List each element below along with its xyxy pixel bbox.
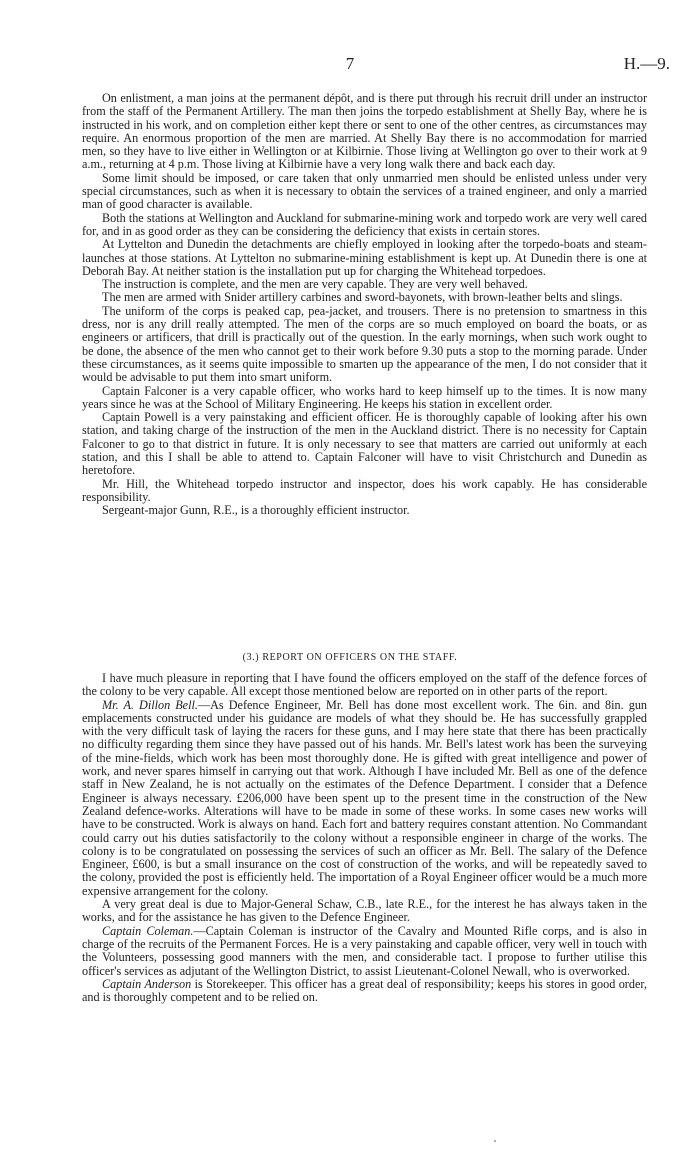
officer-name: Captain Coleman. xyxy=(102,923,194,938)
page-number: 7 xyxy=(345,54,355,73)
paragraph-text: —Captain Coleman is instructor of the Cavalry and Mounted Rifle corps, and is also in charge of the recruits of the Permanent Forces. He is a very painstaking and capable officer, very well in touch with the Volunteers, possessing good manners with the men, and considerable tact. I propose to further utilise this officer's services as adjutant of the Wellington District, to assist Lieutenant-Colonel Newall, who is overworked. xyxy=(82,923,647,978)
paragraph xyxy=(82,898,647,925)
paragraph-text: is Storekeeper. This officer has a great deal of responsibility; keeps his stores in good order, and is thoroughly competent and to be relied on. xyxy=(82,976,647,1005)
paragraph-text: I have much pleasure in reporting that I have found the officers employed on the staff of the defence forces of the colony to be very capable. All except those mentioned below are reported on in other parts of the report. xyxy=(82,671,647,699)
paragraph: On enlistment, a man joins at the permanent dépôt, and is there put through his recruit drill under an instructor from the staff of the Permanent Artillery. The man then joins the torpedo establishment at Shelly Bay, where he is instructed in his work, and on completion either kept there or sent to one of the other centres, as circumstances may require. An enormous proportion of the men are married. At Shelly Bay there is no accommodation for married men, so they have to live either in Wellington or at Kilbirnie. Those living at Wellington go over to their work at 9 a.m., returning at 4 p.m. Those living at Kilbirnie have a very long walk there and back each day. xyxy=(82,91,647,172)
officer-name: Captain Anderson xyxy=(102,976,192,991)
paragraph xyxy=(82,699,647,898)
paragraph: At Lyttelton and Dunedin the detachments are chiefly employed in looking after the torpedo-boats and steam-launches at those stations. At Lyttelton no submarine-mining establishment is kept up. At Dunedin there is one at Deborah Bay. At neither station is the installation put up for charging the Whitehead torpedoes. xyxy=(82,237,647,278)
document-reference: H.—9. xyxy=(623,54,670,73)
paragraph xyxy=(82,925,647,978)
paragraph: Some limit should be imposed, or care taken that only unmarried men should be enlisted unless under very special circumstances, such as when it is necessary to obtain the services of a trained engineer, and only a married man of good character is available. xyxy=(82,170,647,212)
paragraph: The instruction is complete, and the men are very capable. They are very well behaved. xyxy=(102,277,528,292)
paragraph-text: —As Defence Engineer, Mr. Bell has done most excellent work. The 6in. and 8in. gun emplacements constructed under his guidance are models of what they should be. He has successfully grappled with the very difficult task of laying the racers for these guns, and I may here state that there has been practically no difficulty regarding them since they have passed out of his hands. Mr. Bell's latest work has been the surveying of the mine-fields, which work has been most thoroughly done. He is gifted with great intelligence and power of work, and never spares himself in carrying out that work. Although I have included Mr. Bell as one of the defence staff in New Zealand, he is not actually on the estimates of the Defence Department. I consider that a Defence Engineer is always necessary. £206,000 have been spent up to the present time in the construction of the New Zealand defence-works. Alterations will have to be made in some of these works. In some cases new works will have to be constructed. Work is always on hand. Each fort and battery requires constant attention. No Commandant could carry out his duties satisfactorily to the colony without a responsible engineer in charge of the works. The colony is to be congratulated on possessing the services of such an officer as Mr. Bell. The salary of the Defence Engineer, £600, is but a small insurance on the cost of construction of the works, and will be repeatedly saved to the colony, provided the post is efficiently held. The importation of a Royal Engineer officer would be a much more expensive arrangement for the colony. xyxy=(82,697,648,898)
paragraph: The men are armed with Snider artillery carbines and sword-bayonets, with brown-leather belts and slings. xyxy=(102,290,623,305)
officer-name: Mr. A. Dillon Bell. xyxy=(102,697,198,712)
paragraph: Both the stations at Wellington and Auckland for submarine-mining work and torpedo work are very well cared for, and in as good order as they can be considering the deficiency that exists in certain stores. xyxy=(82,210,647,238)
officers-report-section xyxy=(82,672,647,1004)
section-heading: (3.) REPORT ON OFFICERS ON THE STAFF. xyxy=(242,652,458,663)
paragraph: Captain Falconer is a very capable officer, who works hard to keep himself up to the times. It is now many years since he was at the School of Military Engineering. He keeps his station in excellent order. xyxy=(82,383,647,411)
scan-speck xyxy=(494,1140,496,1142)
paragraph-text: A very great deal is due to Major-General Schaw, C.B., late R.E., for the interest he has always taken in the works, and for the assistance he has given to the Defence Engineer. xyxy=(82,897,647,925)
paragraph: Mr. Hill, the Whitehead torpedo instructor and inspector, does his work capably. He has considerable responsibility. xyxy=(82,476,647,504)
paragraph: Captain Powell is a very painstaking and efficient officer. He is thoroughly capable of looking after his own station, and taking charge of the instruction of the men in the Auckland district. There is no necessity for Captain Falconer to go to that district in future. It is only necessary to see that matters are carried out uniformly at each station, and this I shall be able to attend to. Captain Falconer will have to visit Christchurch and Dunedin as heretofore. xyxy=(82,410,647,478)
torpedo-corps-section xyxy=(82,92,647,518)
paragraph xyxy=(82,672,647,699)
paragraph: Sergeant-major Gunn, R.E., is a thoroughly efficient instructor. xyxy=(102,503,410,518)
paragraph: The uniform of the corps is peaked cap, pea-jacket, and trousers. There is no pretension to smartness in this dress, nor is any drill really attempted. The men of the corps are so much employed on board the boats, or as engineers or artificers, that drill is practically out of the question. In the early mornings, when such work ought to be done, the absence of the men who cannot get to their work before 9.30 puts a stop to the morning parade. Under these circumstances, as it seems quite impossible to smarten up the appearance of the men, I do not consider that it would be advisable to put them into smart uniform. xyxy=(82,303,647,385)
paragraph xyxy=(82,978,647,1005)
